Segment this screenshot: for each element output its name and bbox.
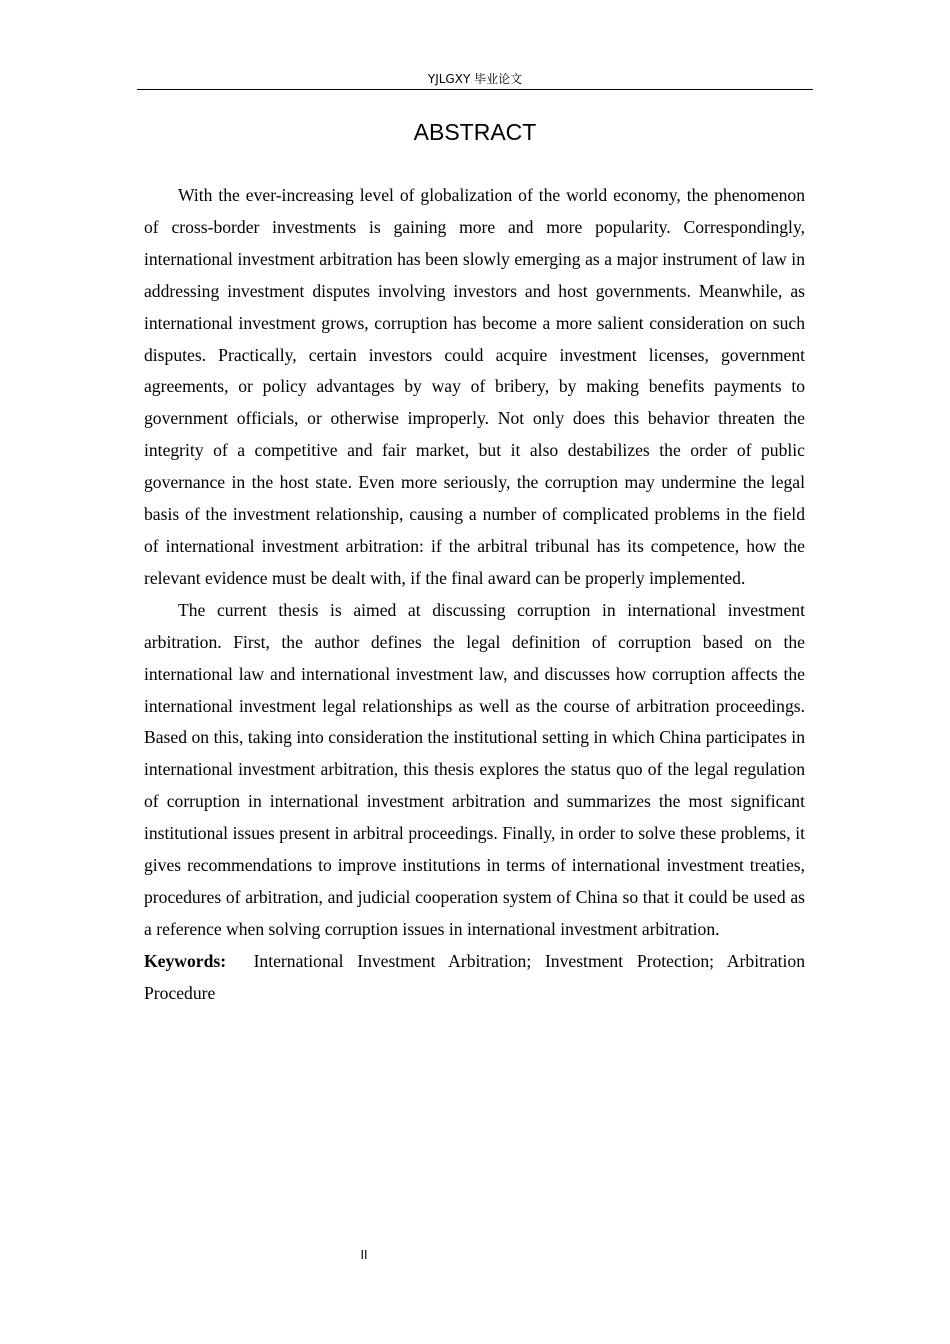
header-divider <box>137 89 813 90</box>
abstract-paragraph-2: The current thesis is aimed at discussing corruption in international investment arbitration. First, the author defines the legal definition of corruption based on the international law and international investment law, and discusses how corruption affects the international investment legal relationships as well as the course of arbitration proceedings. Based on this, taking into consideration the institutional setting in which China participates in international investment arbitration, this thesis explores the status quo of the legal regulation of corruption in international investment arbitration and summarizes the most significant institutional issues present in arbitral proceedings. Finally, in order to solve these problems, it gives recommendations to improve institutions in terms of international investment treaties, procedures of arbitration, and judicial cooperation system of China so that it could be used as a reference when solving corruption issues in international investment arbitration. <box>144 599 805 939</box>
running-header: YJLGXY 毕业论文 <box>427 72 523 86</box>
keywords-line <box>144 946 805 1010</box>
abstract-body <box>144 180 805 1010</box>
keywords-label: Keywords: <box>144 950 227 971</box>
page-number: II <box>360 1248 368 1262</box>
abstract-title: ABSTRACT <box>413 119 537 145</box>
abstract-paragraph-1: With the ever-increasing level of globalization of the world economy, the phenomenon of cross-border investments is gaining more and more popularity. Correspondingly, international investment arbitration has been slowly emerging as a major instrument of law in addressing investment disputes involving investors and host governments. Meanwhile, as international investment grows, corruption has become a more salient consideration on such disputes. Practically, certain investors could acquire investment licenses, government agreements, or policy advantages by way of bribery, by making benefits payments to government officials, or otherwise improperly. Not only does this behavior threaten the integrity of a competitive and fair market, but it also destabilizes the order of public governance in the host state. Even more seriously, the corruption may undermine the legal basis of the investment relationship, causing a number of complicated problems in the field of international investment arbitration: if the arbitral tribunal has its competence, how the relevant evidence must be dealt with, if the final award can be properly implemented. <box>144 185 805 588</box>
keywords-text: International Investment Arbitration; Investment Protection; Arbitration Procedure <box>144 950 806 1003</box>
